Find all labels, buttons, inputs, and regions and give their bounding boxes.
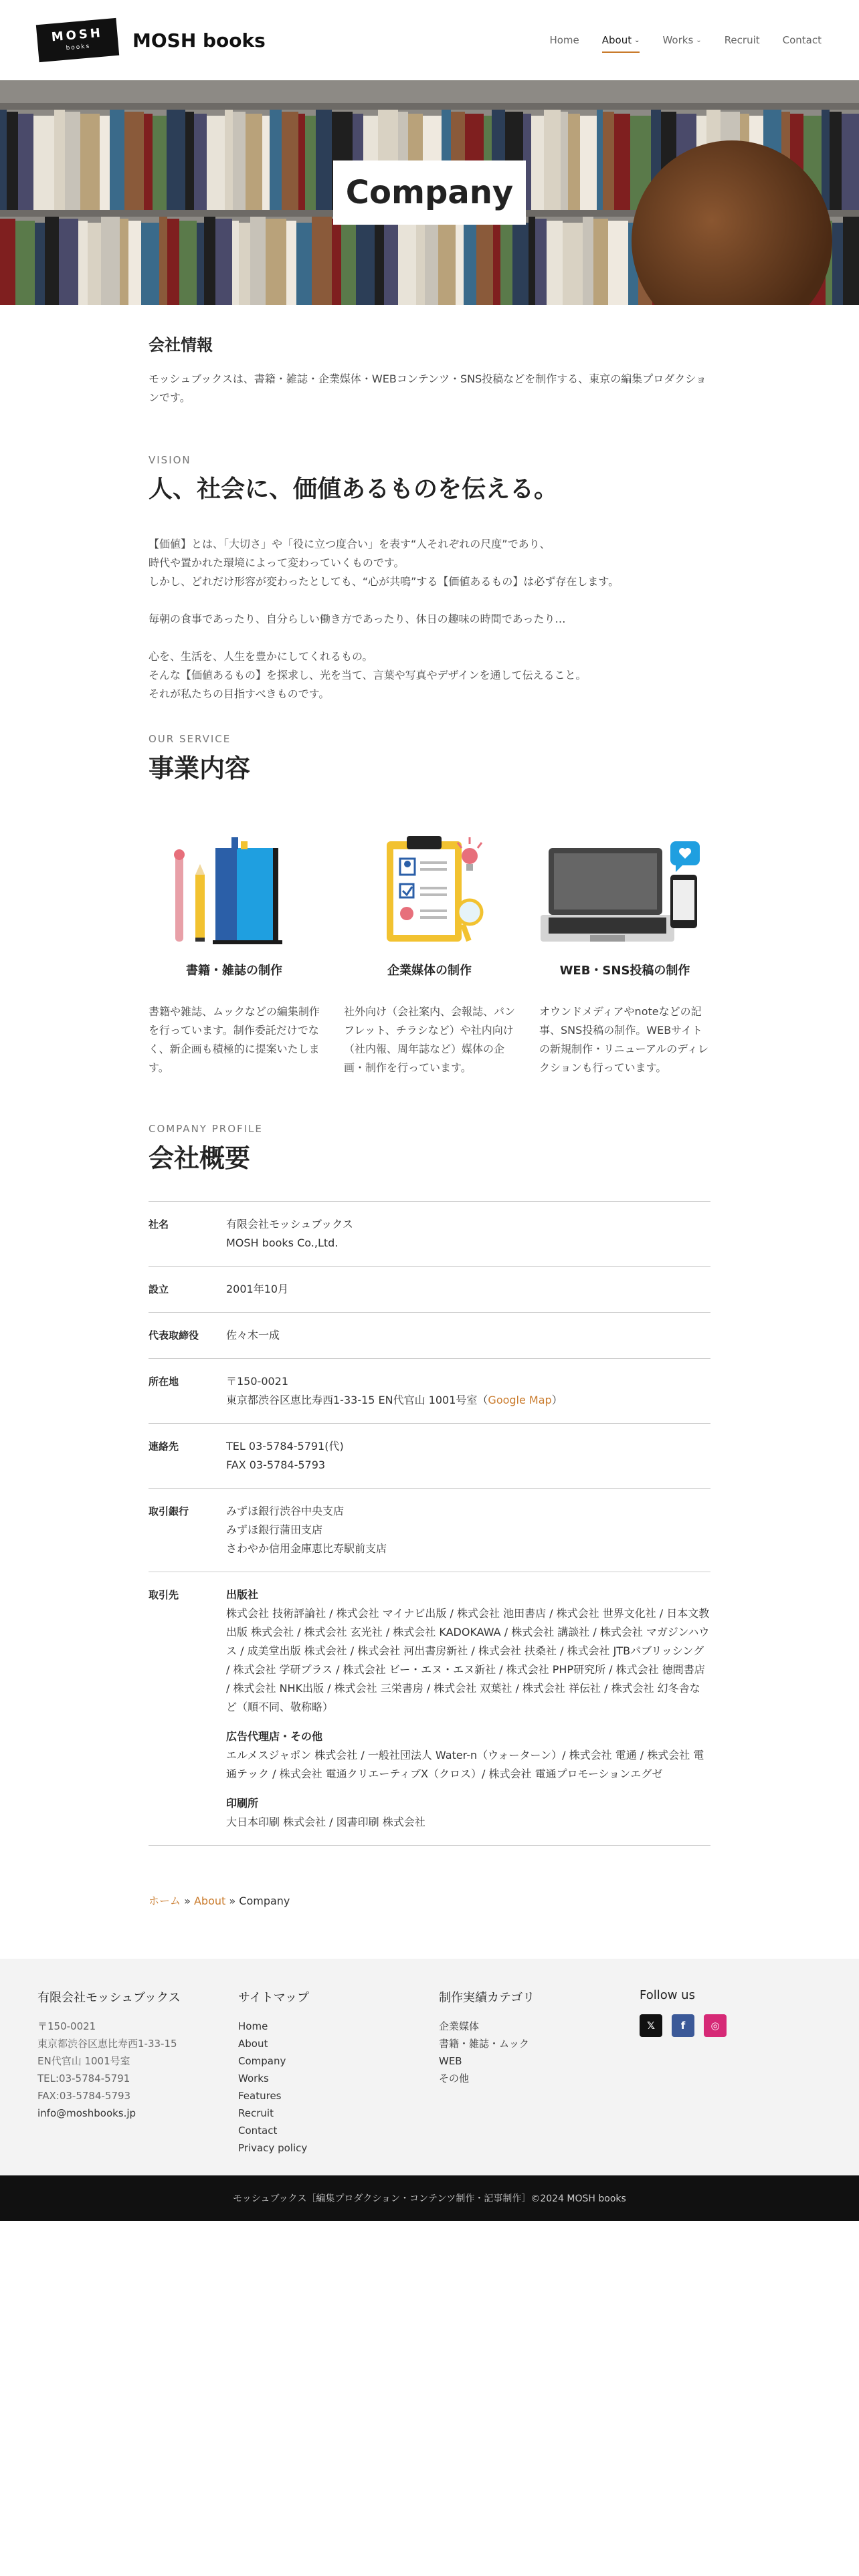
footer-address-line: EN代官山 1001号室 <box>37 2055 130 2067</box>
service-desc: オウンドメディアやnoteなどの記事、SNS投稿の制作。WEBサイトの新規制作・リニューアルのディレクションも行っています。 <box>539 1005 708 1074</box>
hero-book-spine <box>185 112 194 212</box>
footer-company-heading: 有限会社モッシュブックス <box>37 1991 181 2005</box>
hero-book-spine <box>15 221 35 305</box>
hero-book-spine <box>153 116 167 216</box>
brand[interactable] <box>37 21 266 59</box>
main-nav <box>549 27 822 53</box>
hero-book-spine <box>197 223 204 305</box>
footer-categories <box>439 1988 640 2175</box>
hero-book-spine <box>159 217 167 305</box>
hero-book-spine <box>0 110 7 210</box>
client-group <box>226 1586 710 1717</box>
service-eyebrow: OUR SERVICE <box>149 733 231 745</box>
instagram-icon[interactable]: ◎ <box>704 2014 727 2037</box>
hero-book-spine <box>35 223 45 305</box>
client-group <box>226 1794 710 1832</box>
footer-link-features[interactable]: Features <box>238 2090 282 2102</box>
copyright-bar <box>0 2175 859 2221</box>
address-paren: ） <box>551 1394 563 1406</box>
hero-book-spine <box>270 110 282 210</box>
nav-label: Recruit <box>724 34 760 46</box>
footer-link-privacy[interactable]: Privacy policy <box>238 2142 308 2154</box>
postal-code: 〒150-0021 <box>226 1375 289 1388</box>
hero-book-spine <box>843 217 859 305</box>
hero-book-spine <box>124 112 144 212</box>
profile-heading: 会社概要 <box>149 1144 251 1173</box>
hero-book-spine <box>33 116 54 216</box>
hero-book-spine <box>544 110 561 210</box>
client-group-list: 株式会社 技術評論社 / 株式会社 マイナビ出版 / 株式会社 池田書店 / 株式会社 世界文化社 / 日本文教出版 株式会社 / 株式会社 玄光社 / 株式会社 KADOKAWA / 株式会社 講談社 / 株式会社 マガジンハウス / 成美堂出版 株式会社 / 株式会社 河出書房新社 / 株式会社 扶桑社 / 株式会社 JTBパブリッシング / 株式会社 学研プラス / 株式会社 ビー・エヌ・エヌ新社 / 株式会社 PHP研究所 / 株式会社 徳間書店 / 株式会社 NHK出版 / 株式会社 三栄書房 / 株式会社 双葉社 / 株式会社 祥伝社 / 株式会社 幻冬舎など（順不同、敬称略） <box>226 1607 710 1713</box>
x-icon[interactable]: 𝕏 <box>640 2014 662 2037</box>
fax-number: FAX 03-5784-5793 <box>226 1459 326 1471</box>
hero-book-spine <box>144 114 153 214</box>
row-label: 設立 <box>149 1283 169 1295</box>
hero-book-spine <box>332 219 342 305</box>
hero-book-spine <box>547 221 563 305</box>
service-desc: 社外向け（会社案内、会報誌、パンフレット、チラシなど）や社内向け（社内報、周年誌など）媒体の企画・制作を行っています。 <box>344 1005 516 1074</box>
vision-paragraph: 毎朝の食事であったり、自分らしい働き方であったり、休日の趣味の時間であったり… <box>149 613 566 625</box>
hero-book-spine <box>375 217 384 305</box>
hero-book-spine <box>65 112 80 212</box>
hero-book-spine <box>603 112 614 212</box>
hero-book-spine <box>194 114 207 214</box>
copyright-text: モッシュブックス［編集プロダクション・コンテンツ制作・記事制作］©2024 MOSH books <box>233 2193 626 2204</box>
client-group-list: エルメスジャポン 株式会社 / 一般社団法人 Water-n（ウォーターン）/ 株式会社 電通 / 株式会社 電通テック / 株式会社 電通クリエーティブX（クロス）/ 株式会社 電通プロモーションエグゼ <box>226 1749 704 1780</box>
hero-book-spine <box>312 217 332 305</box>
bank-item: みずほ銀行渋谷中央支店 <box>226 1505 345 1517</box>
hero-book-spine <box>233 112 246 212</box>
hero-book-spine <box>239 223 250 305</box>
hero-book-spine <box>563 223 583 305</box>
profile-row-clients <box>149 1572 710 1846</box>
profile-row-banks <box>149 1489 710 1572</box>
hero-book-spine <box>204 217 216 305</box>
vision-paragraph: 【価値】とは、「大切さ」や「役に立つ度合い」を表す“人それぞれの尺度”であり、 時代や置かれた環境によって変わっていくものです。 しかし、どれだけ形容が変わったとしても、“心が共鳴”する【価値あるもの】は必ず存在します。 <box>149 538 619 588</box>
hero-book-spine <box>45 217 60 305</box>
row-label: 取引先 <box>149 1589 179 1601</box>
hero-book-spine <box>842 114 859 214</box>
breadcrumb-current: Company <box>239 1895 290 1907</box>
breadcrumb-about[interactable]: About <box>193 1895 226 1907</box>
hero-book-spine <box>832 223 844 305</box>
profile-row-founded <box>149 1267 710 1313</box>
logo-text: MOSH <box>50 25 104 45</box>
hero-book-spine <box>100 116 110 216</box>
nav-about[interactable] <box>602 34 640 53</box>
hero-book-spine <box>580 116 597 216</box>
hero-book-spine <box>568 114 580 214</box>
bank-item: みずほ銀行蒲田支店 <box>226 1523 323 1536</box>
profile-row-ceo <box>149 1313 710 1359</box>
hero-book-spine <box>246 114 263 214</box>
address-line <box>226 1391 710 1410</box>
hero-book-spine <box>456 221 464 305</box>
profile-row-contact <box>149 1424 710 1489</box>
hero-book-spine <box>250 217 266 305</box>
row-label: 所在地 <box>149 1376 179 1388</box>
breadcrumb <box>149 1893 710 1908</box>
vision-eyebrow: VISION <box>149 454 191 466</box>
hero-book-spine <box>476 217 494 305</box>
footer-link-about[interactable]: About <box>238 2038 268 2050</box>
site-title[interactable]: MOSH books <box>132 29 266 51</box>
service-title: 企業媒体の制作 <box>387 964 472 978</box>
profile-row-address <box>149 1359 710 1424</box>
page-title: Company <box>345 174 514 211</box>
hero-book-spine <box>356 223 375 305</box>
company-name-ja: 有限会社モッシュブックス <box>226 1218 353 1230</box>
hero-book-spine <box>88 223 102 305</box>
hero-book-spine <box>561 112 568 212</box>
hero-book-spine <box>141 223 159 305</box>
service-card <box>539 825 710 1077</box>
hero-book-spine <box>225 110 233 210</box>
hero-book-spine <box>398 221 417 305</box>
hero-book-spine <box>262 116 270 216</box>
hero-title-box <box>333 160 526 225</box>
hero-book-spine <box>54 110 65 210</box>
hero-book-spine <box>120 219 128 305</box>
logo-subtext: books <box>66 43 91 52</box>
row-value <box>226 1372 710 1410</box>
footer-address-line: 〒150-0021 <box>37 2020 96 2032</box>
row-label: 連絡先 <box>149 1440 179 1453</box>
row-value <box>226 1215 710 1253</box>
nav-contact[interactable] <box>783 34 822 53</box>
hero-shelf <box>0 103 859 110</box>
google-map-link[interactable]: Google Map <box>488 1394 552 1406</box>
nav-label: Home <box>549 34 579 46</box>
hero-book-spine <box>464 223 476 305</box>
laptop-icon <box>539 825 710 952</box>
service-card <box>149 825 320 1077</box>
footer-sitemap <box>238 1988 439 2175</box>
footer-follow-heading: Follow us <box>640 1988 695 2002</box>
hero-book-spine <box>597 110 603 210</box>
vision-text <box>149 535 710 704</box>
social-links <box>640 2014 787 2037</box>
service-list <box>149 825 710 1077</box>
profile-eyebrow: COMPANY PROFILE <box>149 1123 263 1135</box>
service-card <box>344 825 515 1077</box>
footer-link-contact[interactable]: Contact <box>238 2125 278 2137</box>
hero-book-spine <box>18 114 34 214</box>
hero-book-spine <box>830 112 842 212</box>
client-group <box>226 1727 710 1784</box>
footer-follow <box>640 1988 787 2175</box>
company-info-heading: 会社情報 <box>149 336 213 354</box>
hero-book-spine <box>425 217 438 305</box>
hero-book-spine <box>0 219 15 305</box>
nav-works[interactable] <box>662 34 701 53</box>
hero-book-spine <box>179 221 197 305</box>
footer-link-home[interactable]: Home <box>238 2020 268 2032</box>
hero-bookshelf-top <box>0 80 859 103</box>
breadcrumb-separator: » <box>225 1895 240 1907</box>
hero-book-spine <box>822 110 830 210</box>
nav-recruit[interactable] <box>725 34 760 53</box>
footer-link-company[interactable]: Company <box>238 2055 286 2067</box>
profile-row-name <box>149 1202 710 1267</box>
footer-link-works[interactable]: Works <box>238 2072 269 2084</box>
hero-book-spine <box>512 223 529 305</box>
row-value <box>226 1502 710 1558</box>
facebook-icon[interactable]: f <box>672 2014 694 2037</box>
footer-fax: FAX:03-5784-5793 <box>37 2090 131 2102</box>
footer-company <box>37 1988 238 2175</box>
tel-number: TEL 03-5784-5791(代) <box>226 1440 344 1453</box>
hero-book-spine <box>535 219 547 305</box>
breadcrumb-separator: » <box>181 1895 194 1907</box>
footer-category-link[interactable]: 企業媒体 <box>439 2020 480 2032</box>
company-profile-table <box>149 1201 710 1846</box>
company-name-en: MOSH books Co.,Ltd. <box>226 1237 339 1249</box>
hero-banner <box>0 80 859 305</box>
hero-book-spine <box>296 223 312 305</box>
nav-home[interactable] <box>549 34 579 53</box>
hero-book-spine <box>80 114 100 214</box>
bank-item: さわやか信用金庫恵比寿駅前支店 <box>226 1542 387 1555</box>
client-group-list: 大日本印刷 株式会社 / 図書印刷 株式会社 <box>226 1816 425 1828</box>
site-header <box>0 0 859 80</box>
service-heading: 事業内容 <box>149 754 251 783</box>
hero-book-spine <box>438 219 456 305</box>
hero-book-spine <box>305 116 316 216</box>
row-value: 2001年10月 <box>226 1283 289 1295</box>
client-group-title: 出版社 <box>226 1588 259 1601</box>
hero-book-spine <box>207 116 225 216</box>
breadcrumb-home[interactable]: ホーム <box>149 1895 181 1907</box>
site-footer <box>0 1959 859 2175</box>
logo[interactable] <box>36 18 119 62</box>
hero-book-spine <box>110 110 124 210</box>
hero-book-spine <box>341 221 356 305</box>
footer-categories-heading: 制作実績カテゴリ <box>439 1991 535 2005</box>
nav-label: Contact <box>782 34 822 46</box>
chevron-down-icon: ⌄ <box>634 36 640 44</box>
service-title: WEB・SNS投稿の制作 <box>559 964 690 978</box>
hero-book-spine <box>416 223 425 305</box>
hero-book-spine <box>167 219 180 305</box>
footer-category-link[interactable]: 書籍・雑誌・ムック <box>439 2038 529 2050</box>
hero-book-spine <box>7 112 18 212</box>
address-text: 東京都渋谷区恵比寿西1-33-15 EN代官山 1001号室（ <box>226 1394 488 1406</box>
row-value <box>226 1586 710 1832</box>
service-desc: 書籍や雑誌、ムックなどの編集制作を行っています。制作委託だけでなく、新企画も積極的に提案いたします。 <box>149 1005 320 1074</box>
nav-label: Works <box>662 34 694 46</box>
footer-email[interactable]: info@moshbooks.jp <box>37 2107 136 2119</box>
company-info-text: モッシュブックスは、書籍・雑誌・企業媒体・WEBコンテンツ・SNS投稿などを制作する、東京の編集プロダクションです。 <box>149 372 706 404</box>
row-label: 代表取締役 <box>149 1329 199 1341</box>
hero-book-spine <box>101 217 120 305</box>
hero-book-spine <box>298 114 305 214</box>
hero-book-spine <box>167 110 185 210</box>
footer-address-line: 東京都渋谷区恵比寿西1-33-15 <box>37 2038 177 2050</box>
row-label: 取引銀行 <box>149 1505 189 1517</box>
client-group-title: 広告代理店・その他 <box>226 1730 323 1743</box>
row-value <box>226 1437 710 1475</box>
hero-book-spine <box>614 114 630 214</box>
hero-book-spine <box>608 221 628 305</box>
hero-book-spine <box>493 219 500 305</box>
clipboard-icon <box>344 825 515 952</box>
client-group-title: 印刷所 <box>226 1797 259 1810</box>
hero-book-spine <box>384 219 398 305</box>
vision-heading: 人、社会に、価値あるものを伝える。 <box>149 475 559 503</box>
row-value: 佐々木一成 <box>226 1329 280 1341</box>
hero-book-spine <box>316 110 332 210</box>
hero-book-spine <box>232 221 239 305</box>
hero-book-spine <box>266 219 286 305</box>
hero-book-spine <box>282 112 298 212</box>
footer-tel: TEL:03-5784-5791 <box>37 2072 130 2084</box>
hero-book-spine <box>78 221 88 305</box>
vision-paragraph: 心を、生活を、人生を豊かにしてくれるもの。 そんな【価値あるもの】を探求し、光を当て、言葉や写真やデザインを通して伝えること。 それが私たちの目指すべきものです。 <box>149 650 587 700</box>
chevron-down-icon: ⌄ <box>696 36 702 44</box>
footer-category-link[interactable]: WEB <box>439 2055 462 2067</box>
hero-book-spine <box>128 221 142 305</box>
hero-book-spine <box>286 221 297 305</box>
footer-link-recruit[interactable]: Recruit <box>238 2107 274 2119</box>
service-title: 書籍・雑誌の制作 <box>186 964 282 978</box>
hero-book-spine <box>529 217 535 305</box>
books-icon <box>149 825 320 952</box>
nav-label: About <box>601 34 632 46</box>
hero-book-spine <box>500 221 512 305</box>
hero-book-spine <box>59 219 78 305</box>
row-label: 社名 <box>149 1218 169 1230</box>
footer-sitemap-heading: サイトマップ <box>238 1991 310 2005</box>
footer-category-link[interactable]: その他 <box>439 2072 470 2084</box>
hero-book-spine <box>593 219 609 305</box>
main-content <box>149 332 710 1908</box>
hero-book-spine <box>215 219 232 305</box>
hero-book-spine <box>583 217 593 305</box>
hero-book-spine <box>531 116 544 216</box>
